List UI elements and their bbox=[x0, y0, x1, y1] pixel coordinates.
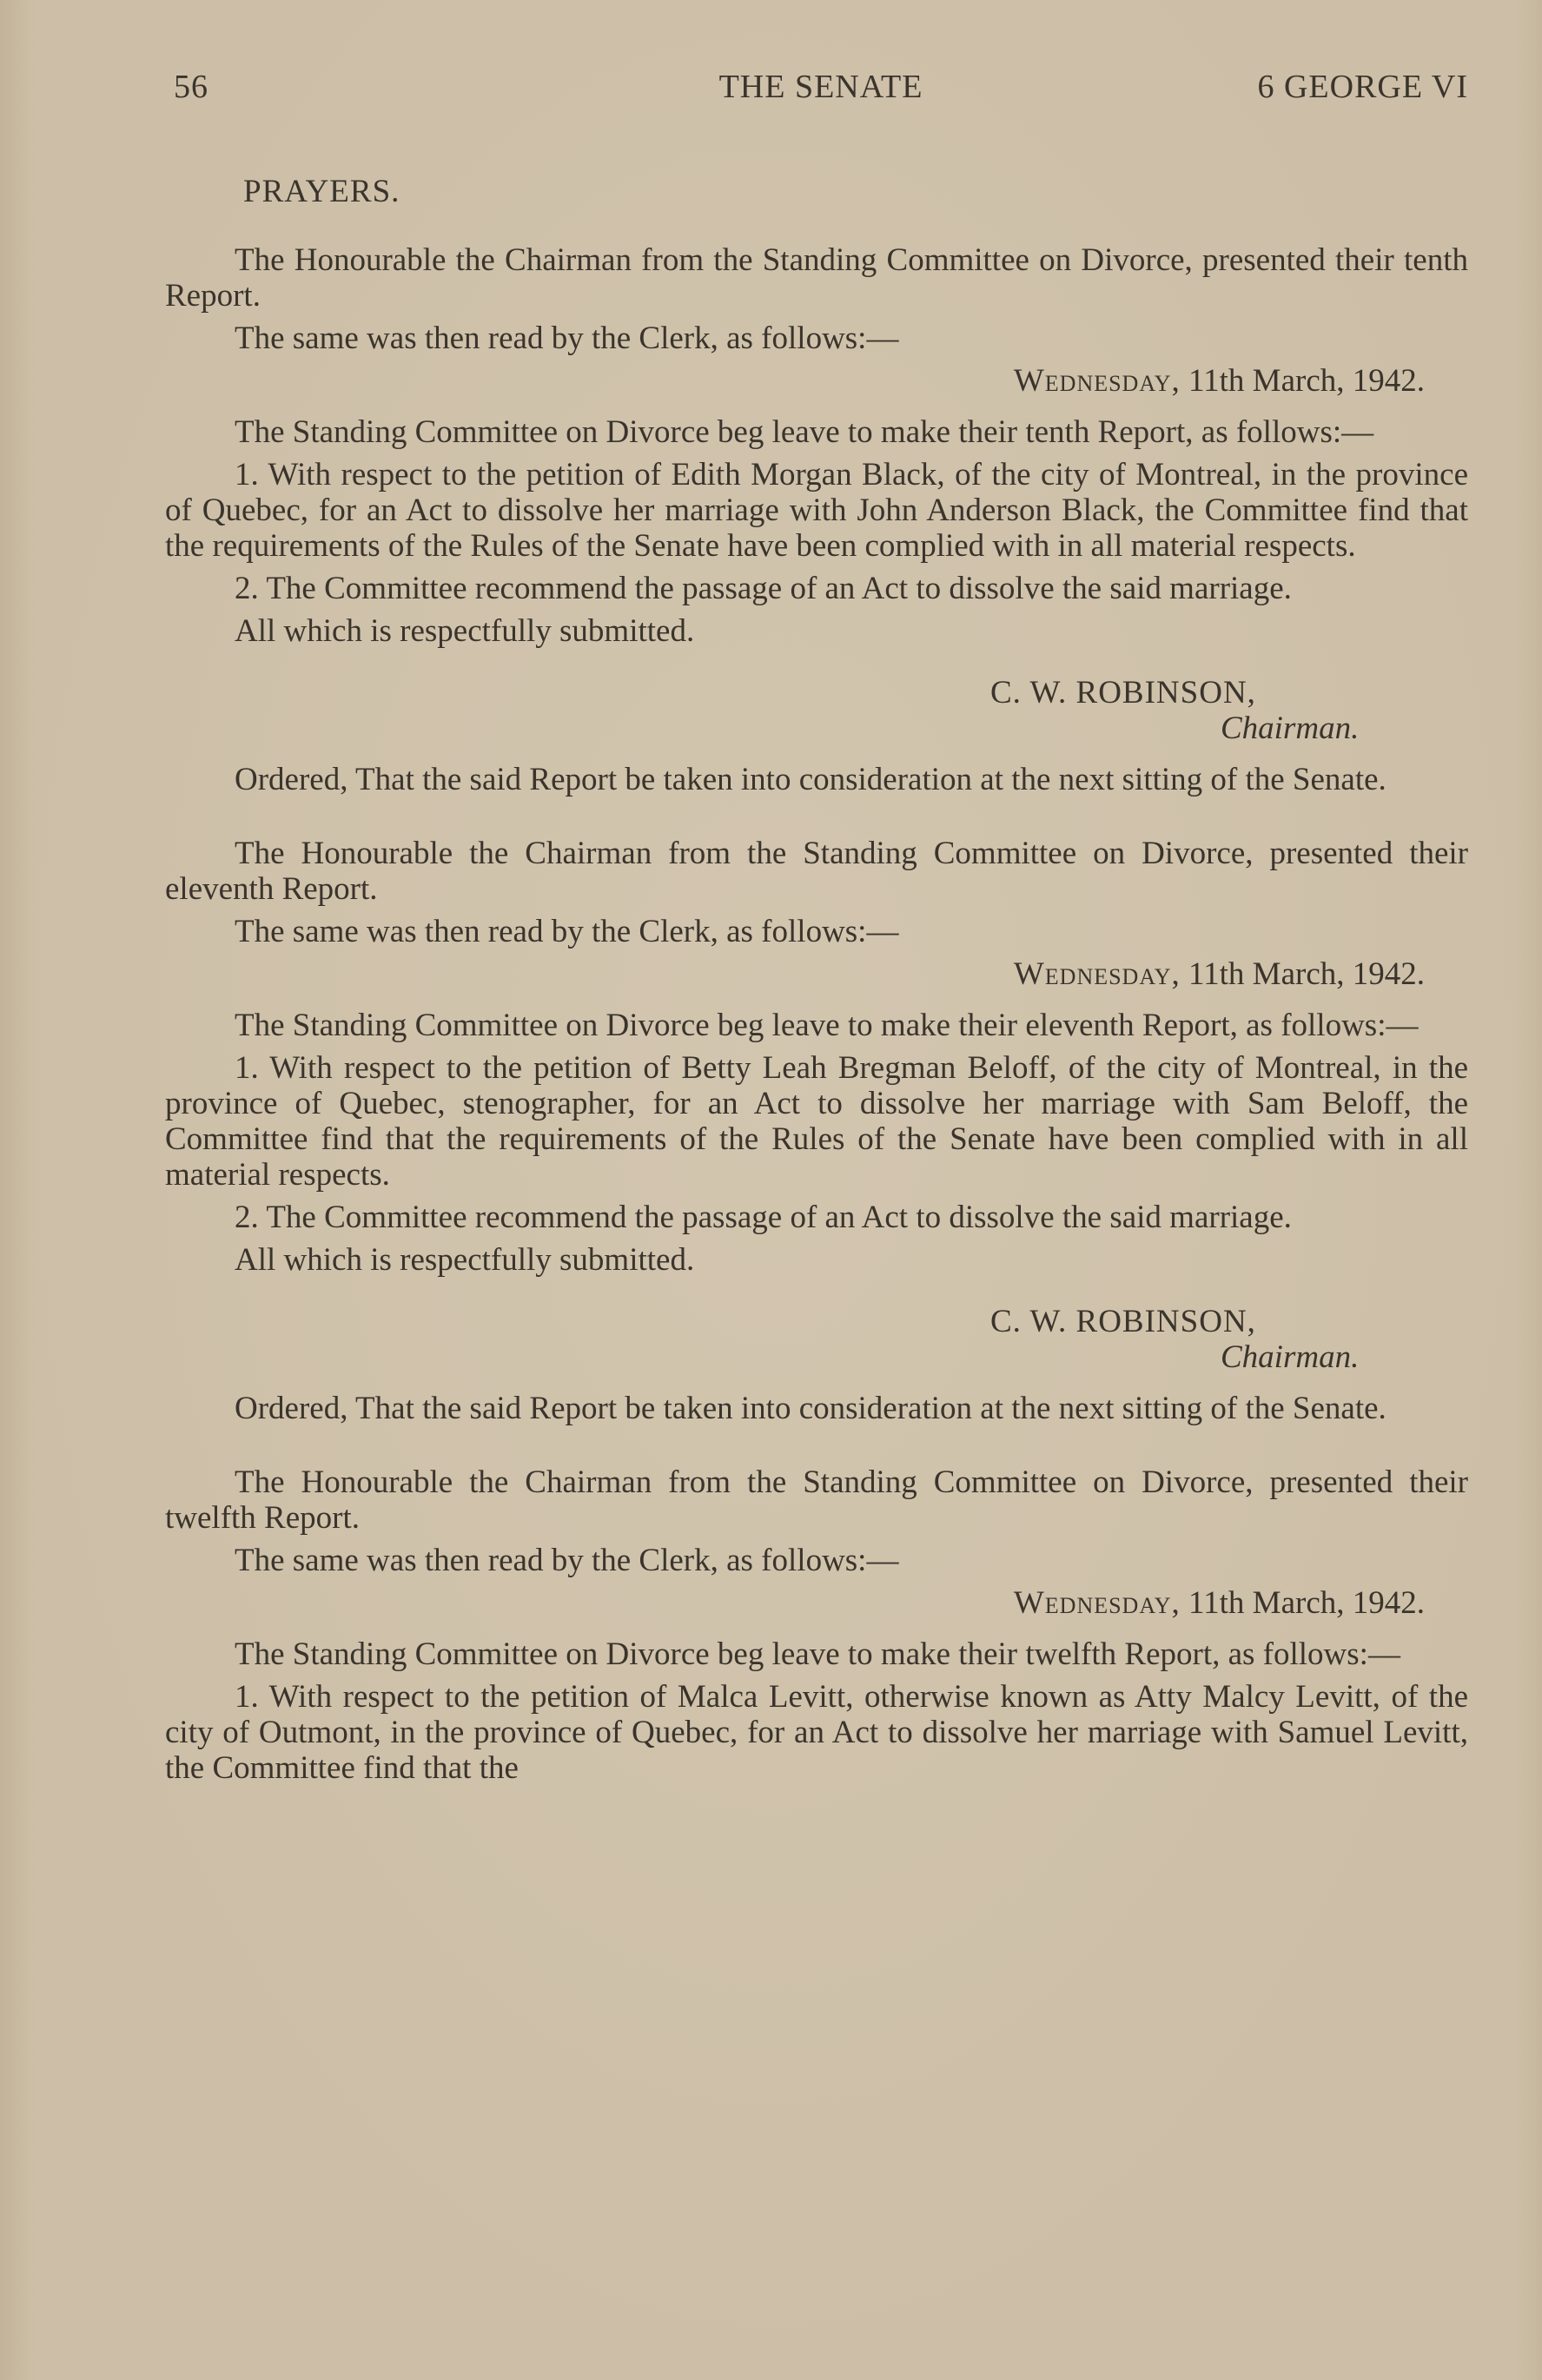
signer-name: C. W. ROBINSON, bbox=[990, 675, 1256, 711]
report-read: The same was then read by the Clerk, as follows:— bbox=[235, 914, 899, 949]
running-title: THE SENATE bbox=[718, 69, 923, 105]
prayers-heading: PRAYERS. bbox=[243, 174, 400, 209]
report-intro: The Standing Committee on Divorce beg leave to make their tenth Report, as follows:— bbox=[235, 414, 1374, 450]
signer-role: Chairman. bbox=[1221, 1339, 1360, 1375]
running-header bbox=[174, 68, 1468, 111]
report-date-rest: 11th March, 1942. bbox=[1180, 1585, 1425, 1621]
signature-block bbox=[165, 1304, 1468, 1375]
session-label: 6 GEORGE VI bbox=[1257, 69, 1468, 105]
report-date-day: Wednesday, bbox=[1013, 956, 1181, 992]
signer-name: C. W. ROBINSON, bbox=[990, 1304, 1256, 1339]
report-date bbox=[165, 1585, 1425, 1621]
document-body bbox=[165, 165, 1468, 1786]
page-number: 56 bbox=[174, 69, 208, 105]
report-item-1: 1. With respect to the petition of Malca Levitt, otherwise known as Atty Malcy Levitt, of the city of Out​​mont, in the province of Quebec, for an Act to dissolve her marriage with Samuel Levitt, the Committee find that the bbox=[165, 1679, 1468, 1786]
report-ordered: Ordered, That the said Report be taken into consideration at the next sitting of the Senate. bbox=[235, 1391, 1386, 1426]
report-item-2: 2. The Committee recommend the passage of an Act to dissolve the said marriage. bbox=[235, 1200, 1292, 1235]
report-tenth bbox=[165, 242, 1468, 797]
report-submitted: All which is respectfully submitted. bbox=[235, 1242, 695, 1278]
report-item-2: 2. The Committee recommend the passage of an Act to dissolve the said marriage. bbox=[235, 571, 1292, 606]
section-gap bbox=[165, 1426, 1468, 1464]
signer-role: Chairman. bbox=[1221, 711, 1360, 746]
report-presented: The Honourable the Chairman from the Standing Committee on Divorce, presented their twelfth Report. bbox=[165, 1464, 1468, 1536]
section-gap bbox=[165, 797, 1468, 836]
report-eleventh bbox=[165, 836, 1468, 1426]
report-submitted: All which is respectfully submitted. bbox=[235, 613, 695, 649]
signature-block bbox=[165, 675, 1468, 746]
report-twelfth bbox=[165, 1464, 1468, 1786]
report-ordered: Ordered, That the said Report be taken into consideration at the next sitting of the Senate. bbox=[235, 762, 1386, 797]
report-intro: The Standing Committee on Divorce beg leave to make their twelfth Report, as follows:— bbox=[235, 1636, 1400, 1672]
report-date-day: Wednesday, bbox=[1013, 1585, 1181, 1621]
report-date-day: Wednesday, bbox=[1013, 363, 1181, 399]
report-read: The same was then read by the Clerk, as follows:— bbox=[235, 321, 899, 356]
report-item-1: 1. With respect to the petition of Edith Morgan Black, of the city of Montreal, in the province of Quebec, for an Act to dissolve her marriage with John Anderson Black, the Committee find that the requirements of the Rules of the Senate have been complied with in all material respects. bbox=[165, 457, 1468, 564]
report-item-1: 1. With respect to the petition of Betty Leah Bregman Beloff, of the city of Montreal, in the province of Quebec, stenographer, for an Act to dissolve her marriage with Sam Beloff, the Committee find that the requirements of the Rules of the Senate have been complied with in all material respects. bbox=[165, 1050, 1468, 1193]
report-date-rest: 11th March, 1942. bbox=[1180, 363, 1425, 399]
report-presented: The Honourable the Chairman from the Standing Committee on Divorce, presented their tenth Report. bbox=[165, 242, 1468, 314]
report-date-rest: 11th March, 1942. bbox=[1180, 956, 1425, 992]
report-presented: The Honourable the Chairman from the Standing Committee on Divorce, presented their eleventh Report. bbox=[165, 836, 1468, 907]
report-intro: The Standing Committee on Divorce beg leave to make their eleventh Report, as follows:— bbox=[235, 1008, 1419, 1043]
report-date bbox=[165, 363, 1425, 399]
report-read: The same was then read by the Clerk, as follows:— bbox=[235, 1543, 899, 1578]
report-date bbox=[165, 956, 1425, 992]
